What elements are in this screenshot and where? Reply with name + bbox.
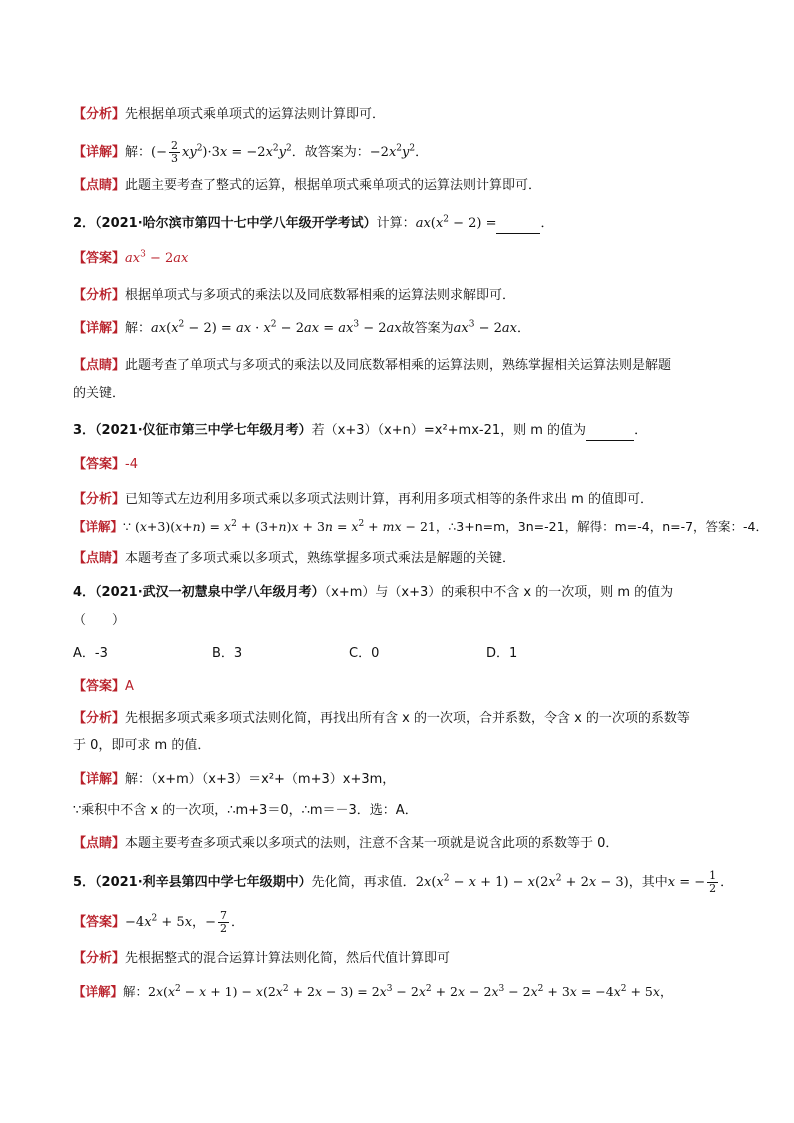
q5-x-value: x = − $\frac{1}{2}$ — [667, 869, 717, 895]
q2-expr: $ax(x^2 - 2)$ = — [415, 214, 497, 231]
q5-expr: $2x(x^2 - x + 1) - x(2x^2 + 2x - 3)$ — [415, 873, 629, 890]
q2-answer-value: $ax^3 - 2ax$ — [125, 249, 189, 266]
option-b[interactable]: B．3 — [212, 646, 243, 661]
q3-comment: 【点睛】本题考查了多项式乘以多项式，熟练掌握多项式乘法是解题的关键． — [73, 551, 516, 566]
q3-detail-math: ∵ $(x+3)(x+n) = x^2 + (3+n)x + 3n = x^2$ + mx − 21 — [123, 518, 436, 534]
q4-detail-1: 【详解】解：（x+m）（x+3）＝x²+（m+3）x+3m， — [73, 772, 396, 787]
q2-analysis: 【分析】根据单项式与多项式的乘法以及同底数幂相乘的运算法则求解即可． — [73, 288, 516, 303]
q4-stem: 4．（2021·武汉一初慧泉中学八年级月考）（x+m）与（x+3）的乘积中不含 x 的一次项，则 m 的值为 — [73, 585, 674, 600]
q4-analysis-1: 【分析】先根据多项式乘多项式法则化简，再找出所有含 x 的一次项，合并系数，令含 x 的一次项的系数等 — [73, 711, 690, 726]
q5-answer-expr: $-4x^2 + 5x$ — [125, 913, 193, 930]
q2-comment-1: 【点睛】此题考查了单项式与多项式的乘法以及同底数幂相乘的运算法则，熟练掌握相关运算法则是解题 — [73, 358, 672, 373]
q3-answer: 【答案】-4 — [73, 457, 138, 472]
q2-answer: 【答案】$ax^3 - 2ax$ — [73, 249, 189, 266]
q5-detail: 【详解】解：$2x(x^2 - x + 1) - x(2x^2 + 2x - 3) = 2x^3 - 2x^2 + 2x - 2x^3 - 2x^2 + 3x = -4x^2 + 5x$， — [73, 983, 673, 999]
option-c[interactable]: C．0 — [349, 646, 380, 661]
q3-analysis: 【分析】已知等式左边利用多项式乘以多项式法则计算，再利用多项式相等的条件求出 m 的值即可． — [73, 492, 653, 507]
q5-stem: 5．（2021·利辛县第四中学七年级期中）先化简，再求值．$2x(x^2 - x + 1) - x(2x^2 + 2x - 3)$，其中x = − $\frac{1}{2}$ ． — [73, 869, 734, 895]
q2-detail-result: $ax^3 - 2ax$ — [453, 319, 517, 336]
q4-detail-2: ∵乘积中不含 x 的一次项，∴m+3＝0，∴m＝－3．选：A． — [73, 803, 418, 818]
q5-answer: 【答案】$-4x^2 + 5x$，− $\frac{7}{2}$ ． — [73, 909, 244, 935]
answer-blank[interactable] — [496, 215, 540, 234]
q2-detail-math: $ax(x^2 - 2)$ = ax · $x^2 - 2ax = ax^3 - 2ax$ — [151, 319, 402, 336]
q5-analysis: 【分析】先根据整式的混合运算计算法则化简，然后代值计算即可 — [73, 951, 451, 966]
q4-answer: 【答案】A — [73, 679, 134, 694]
q2-comment-2: 的关键． — [73, 386, 126, 401]
answer-blank[interactable] — [586, 422, 634, 441]
prev-comment: 【点睛】此题主要考查了整式的运算，根据单项式乘单项式的运算法则计算即可． — [73, 178, 542, 193]
q4-comment: 【点睛】本题主要考查多项式乘以多项式的法则，注意不含某一项就是说含此项的系数等于 0． — [73, 836, 619, 851]
q4-paren: （ ） — [73, 613, 126, 628]
option-a[interactable]: A．-3 — [73, 646, 108, 661]
prev-detail: 【详解】解：(− $\frac{2}{3}$ $xy^2)\cdot 3x = -2x^2y^2$．故答案为：$-2x^2y^2$． — [73, 139, 429, 165]
q4-analysis-2: 于 0，即可求 m 的值． — [73, 738, 211, 753]
q5-detail-math: $2x(x^2 - x + 1) - x(2x^2 + 2x - 3) = 2x^3 - 2x^2 + 2x - 2x^3 - 2x^2 + 3x = -4x^2 + 5x$ — [148, 983, 660, 999]
prev-detail-math: (− $\frac{2}{3}$ $xy^2)\cdot 3x = -2x^2y^2$ — [151, 139, 292, 165]
prev-detail-result: $-2x^2y^2$ — [369, 143, 416, 160]
q2-detail: 【详解】解：$ax(x^2 - 2)$ = ax · $x^2 - 2ax = ax^3 - 2ax$故答案为$ax^3 - 2ax$． — [73, 319, 530, 336]
q5-answer-value: − $\frac{7}{2}$ — [205, 909, 227, 935]
q3-detail: 【详解】∵ $(x+3)(x+n) = x^2 + (3+n)x + 3n = x^2$ + mx − 21，∴3+n=m，3n=-21，解得：m=-4，n=-7，答案：-4． — [73, 518, 769, 534]
q3-stem: 3．（2021·仪征市第三中学七年级月考）若（x+3）（x+n）=x²+mx-21，则 m 的值为 ． — [73, 422, 647, 441]
prev-analysis: 【分析】先根据单项式乘单项式的运算法则计算即可． — [73, 107, 386, 122]
q2-stem: 2．（2021·哈尔滨市第四十七中学八年级开学考试）计算：$ax(x^2 - 2)$ = ． — [73, 215, 553, 234]
option-d[interactable]: D．1 — [486, 646, 518, 661]
